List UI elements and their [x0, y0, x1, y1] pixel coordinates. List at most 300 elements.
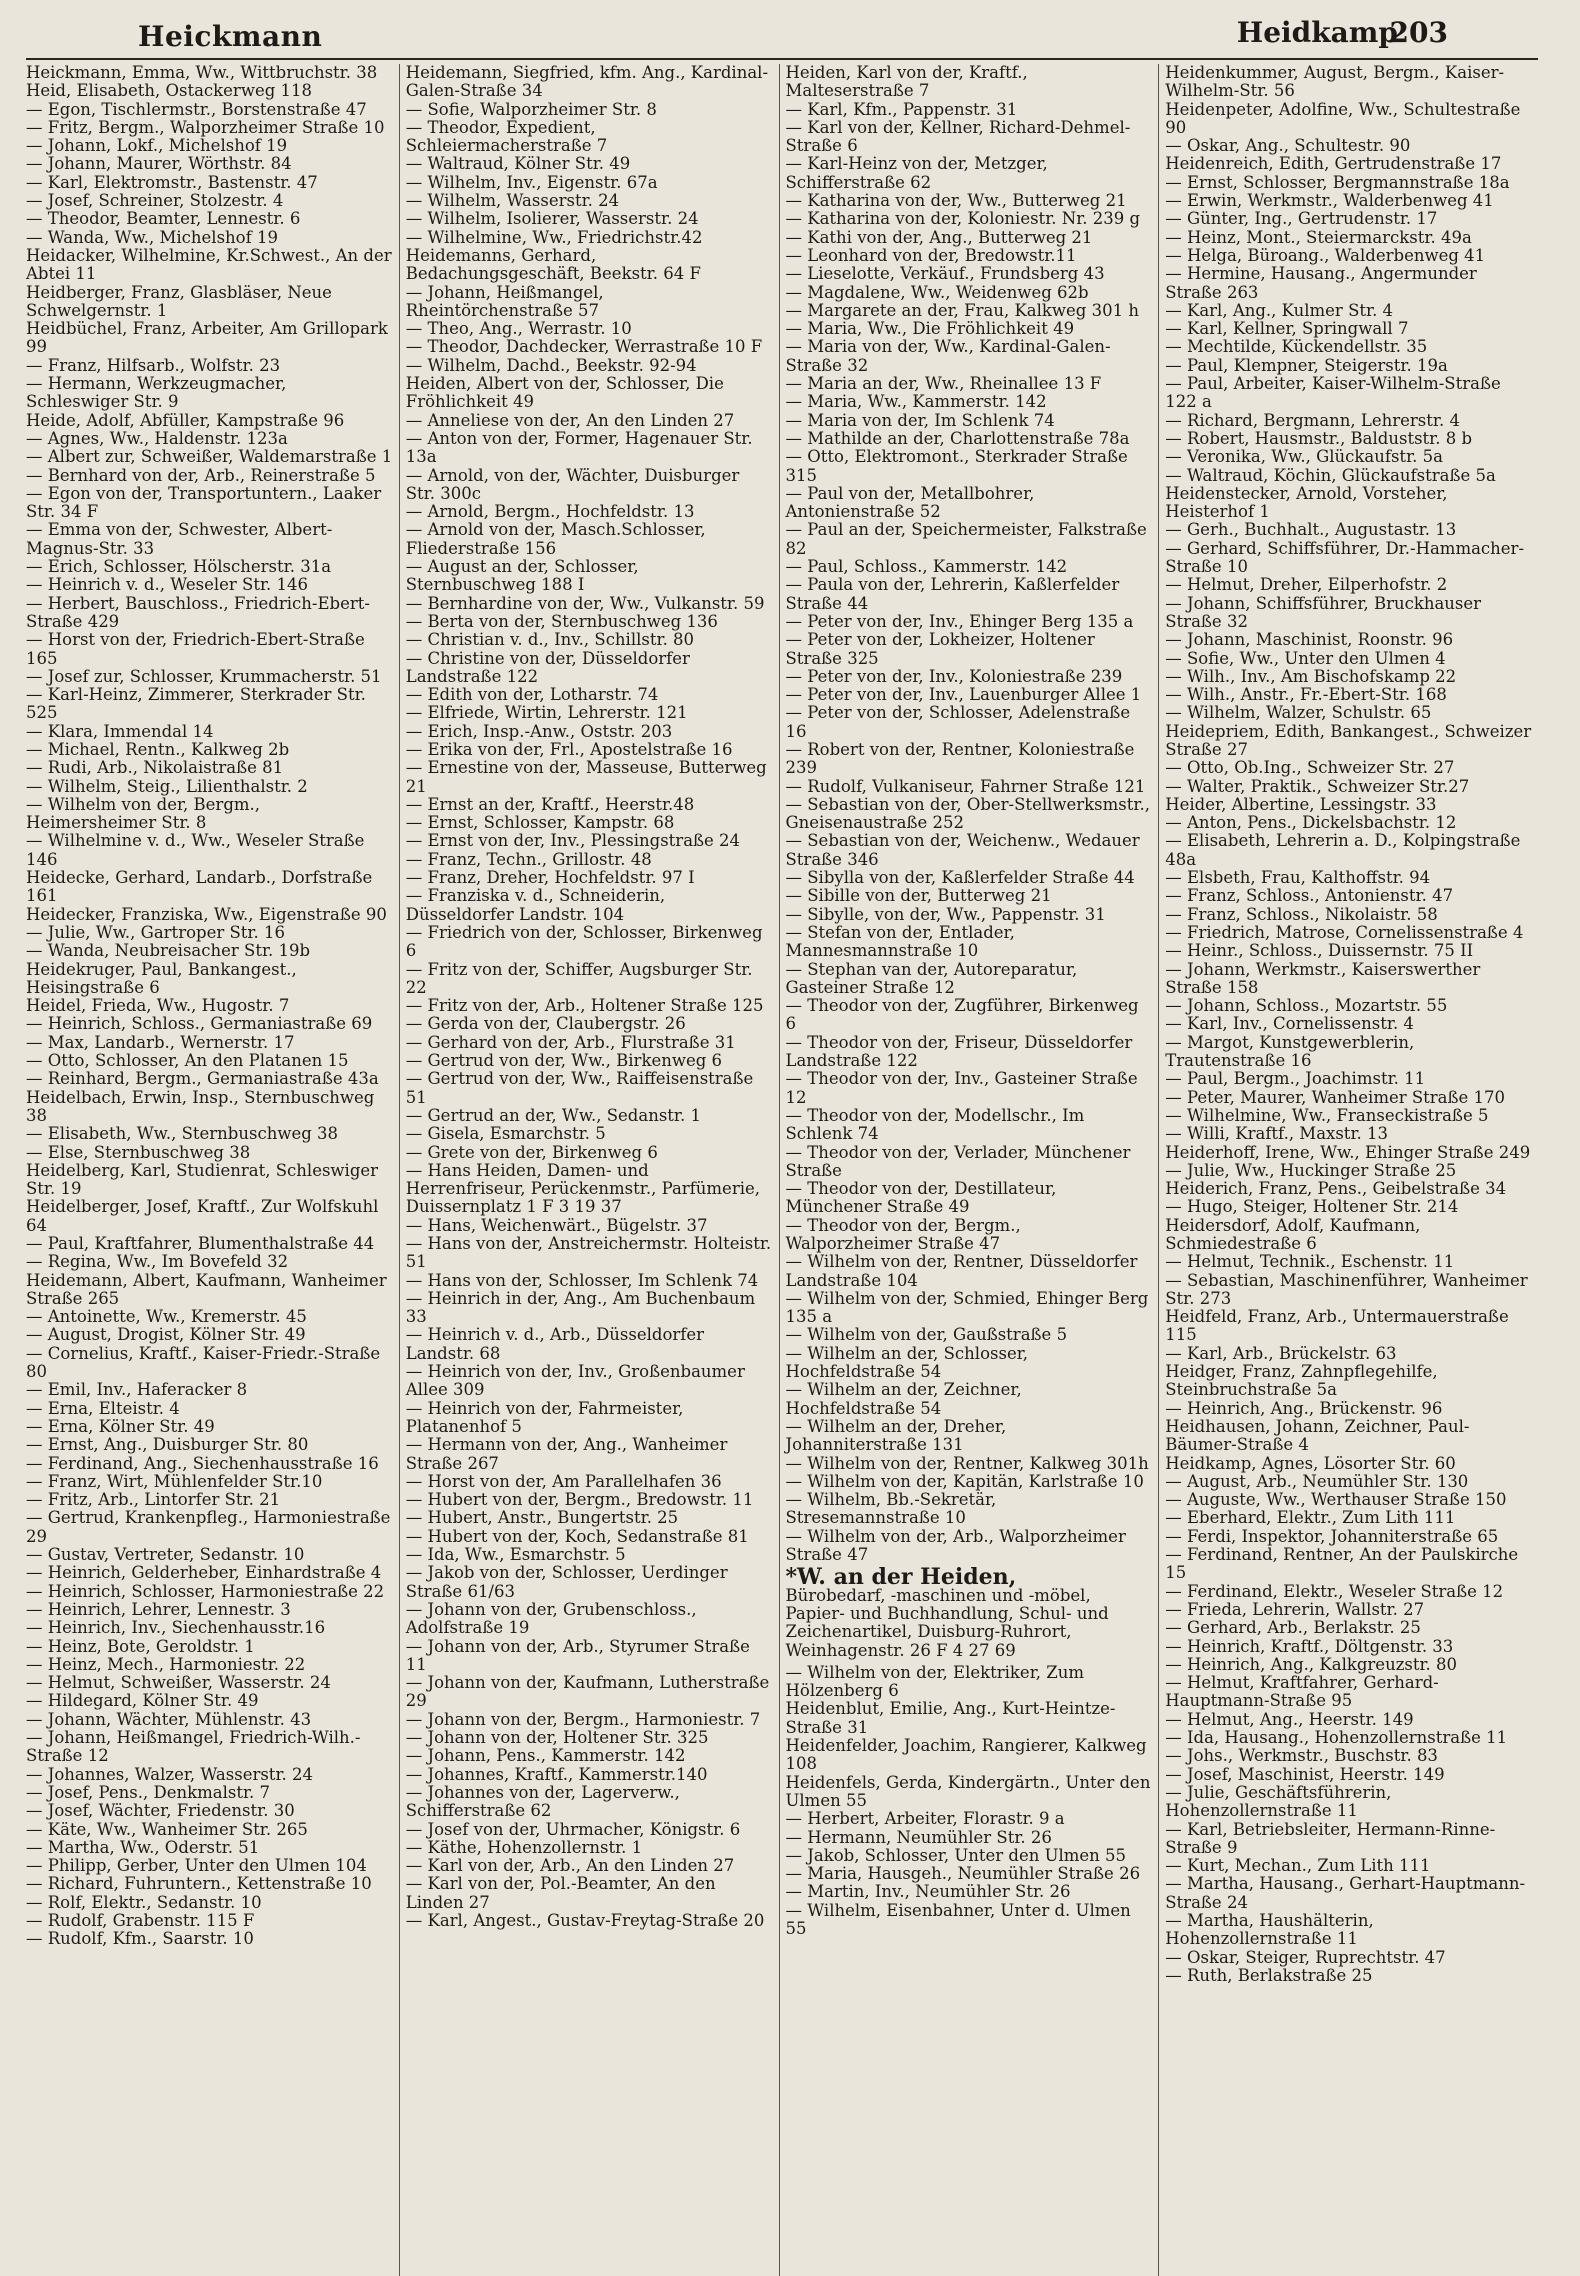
directory-entry: — Erich, Schlosser, Hölscherstr. 31a [26, 557, 332, 577]
directory-entry: — Paul, Bergm., Joachimstr. 11 [1165, 1069, 1426, 1089]
directory-entry: — Gerh., Buchhalt., Augustastr. 13 [1165, 520, 1457, 540]
directory-entry: — Erna, Elteistr. 4 [26, 1398, 180, 1418]
directory-entry: — Hubert von der, Bergm., Bredowstr. 11 [405, 1490, 754, 1510]
directory-entry: — Margarete an der, Frau, Kalkweg 301 h [785, 300, 1139, 320]
directory-entry: — Emma von der, Schwester, Albert-Magnus-Str. 33 [26, 520, 333, 558]
directory-entry: — Arnold, Bergm., Hochfeldstr. 13 [405, 502, 695, 522]
directory-entry: — Sofie, Walporzheimer Str. 8 [405, 99, 657, 119]
directory-entry: — Fritz, Arb., Lintorfer Str. 21 [26, 1490, 281, 1510]
directory-entry: — Julie, Geschäftsführerin, Hohenzollernstraße 11 [1165, 1782, 1392, 1821]
directory-entry: — Hubert von der, Koch, Sedanstraße 81 [405, 1526, 749, 1546]
directory-entry: — Anton, Pens., Dickelsbachstr. 12 [1165, 813, 1457, 833]
directory-entry: — Wilhelm von der, Rentner, Kalkweg 301h [785, 1453, 1149, 1473]
directory-entry: — Josef zur, Schlosser, Krummacherstr. 51 [26, 666, 382, 686]
directory-entry: — Wilhelmine, Ww., Franseckistraße 5 [1165, 1105, 1489, 1125]
directory-entry: — Johann, Lokf., Michelshof 19 [26, 136, 288, 156]
directory-entry: — Johann, Werkmstr., Kaiserswerther Straße 158 [1165, 959, 1481, 997]
directory-entry: — Otto, Ob.Ing., Schweizer Str. 27 [1165, 758, 1455, 778]
directory-entry: — Auguste, Ww., Werthauser Straße 150 [1165, 1490, 1507, 1510]
directory-entry: — Magdalene, Ww., Weidenweg 62b [785, 282, 1089, 302]
directory-entry: — Wilh., Anstr., Fr.-Ebert-Str. 168 [1165, 685, 1447, 705]
directory-entry: — Michael, Rentn., Kalkweg 2b [26, 739, 290, 759]
directory-entry: — Albert zur, Schweißer, Waldemarstraße 1 [26, 447, 393, 467]
directory-entry: — Johann, Pens., Kammerstr. 142 [405, 1746, 686, 1766]
directory-entry: — Paul, Kraftfahrer, Blumenthalstraße 44 [26, 1234, 375, 1253]
directory-entry: — Veronika, Ww., Glückaufstr. 5a [1165, 447, 1443, 467]
directory-entry: — Theodor von der, Modellschr., Im Schlenk 74 [785, 1105, 1085, 1144]
directory-entry: — Arnold von der, Masch.Schlosser, Fliederstraße 156 [405, 520, 706, 558]
directory-entry: — Franz, Schloss., Antonienstr. 47 [1165, 886, 1454, 906]
directory-entry: — Ida, Ww., Esmarchstr. 5 [405, 1545, 626, 1565]
directory-entry: — Karl-Heinz, Zimmerer, Sterkrader Str. 525 [26, 685, 366, 723]
directory-entry: — Stephan van der, Autoreparatur, Gasteiner Straße 12 [785, 959, 1078, 997]
directory-entry: — Mathilde an der, Charlottenstraße 78a [785, 428, 1130, 448]
directory-entry: — Wilhelm von der, Bergm., Heimersheimer Str. 8 [26, 794, 261, 833]
directory-entry: — Else, Sternbuschweg 38 [26, 1142, 251, 1162]
directory-entry: — Oskar, Ang., Schultestr. 90 [1165, 136, 1411, 156]
directory-entry: — Heinrich, Schloss., Germaniastraße 69 [26, 1014, 373, 1034]
advertisement-name: *W. an der Heiden, [785, 1564, 1017, 1591]
directory-entry: — Johann, Heißmangel, Rheintörchenstraße 57 [405, 282, 604, 320]
directory-entry: — Mechtilde, Kückendellstr. 35 [1165, 337, 1428, 357]
directory-entry: — Otto, Schlosser, An den Platanen 15 [26, 1051, 349, 1071]
directory-entry: — Heinrich, Inv., Siechenhausstr.16 [26, 1618, 326, 1638]
directory-entry: — Fritz von der, Schiffer, Augsburger Str. 22 [405, 959, 753, 997]
directory-entry: — Maria, Hausgeh., Neumühler Straße 26 [785, 1864, 1141, 1884]
directory-entry: — Katharina von der, Ww., Butterweg 21 [785, 191, 1127, 211]
directory-entry: — Herbert, Bauschloss., Friedrich-Ebert-Straße 429 [26, 593, 370, 631]
directory-entry: — Hans, Weichenwärt., Bügelstr. 37 [405, 1215, 708, 1235]
directory-entry: Heidenstecker, Arnold, Vorsteher, Heisterhof 1 [1165, 483, 1448, 522]
directory-entry: — Maria von der, Im Schlenk 74 [785, 410, 1055, 430]
directory-entry: — Stefan von der, Entlader, Mannesmannstraße 10 [785, 922, 1015, 961]
directory-entry: — Paul von der, Metallbohrer, Antonienstraße 52 [785, 483, 1035, 522]
directory-entry: — Johann, Schiffsführer, Bruckhauser Straße 32 [1165, 593, 1482, 631]
directory-entry: — Horst von der, Am Parallelhafen 36 [405, 1471, 722, 1491]
directory-entry: — Wilhelmine v. d., Ww., Weseler Straße 146 [26, 831, 365, 869]
directory-entry: — Wanda, Ww., Michelshof 19 [26, 227, 278, 247]
directory-entry: — Josef, Maschinist, Heerstr. 149 [1165, 1764, 1445, 1784]
directory-entry: — Theodor von der, Destillateur, Münchener Straße 49 [785, 1179, 1057, 1217]
directory-entry: — Wilhelm an der, Dreher, Johanniterstraße 131 [785, 1416, 1007, 1455]
directory-entry: — Karl, Kfm., Pappenstr. 31 [785, 99, 1018, 119]
directory-entry: — Paul, Schloss., Kammerstr. 142 [785, 557, 1068, 577]
directory-entry: — Robert, Hausmstr., Balduststr. 8 b [1165, 428, 1473, 448]
directory-entry: Heidenkummer, August, Bergm., Kaiser-Wilhelm-Str. 56 [1165, 64, 1505, 101]
directory-entry: — Erwin, Werkmstr., Walderbenweg 41 [1165, 191, 1494, 211]
directory-entry: Heidepriem, Edith, Bankangest., Schweizer Straße 27 [1165, 721, 1532, 759]
directory-entry: — Gerhard, Schiffsführer, Dr.-Hammacher-Straße 10 [1165, 538, 1525, 577]
columns [26, 64, 1538, 2276]
directory-entry: — Käte, Ww., Wanheimer Str. 265 [26, 1819, 308, 1839]
directory-entry: — Wilhelm, Inv., Eigenstr. 67a [405, 172, 658, 192]
directory-entry: — Hugo, Steiger, Holtener Str. 214 [1165, 1197, 1459, 1217]
directory-entry: — Hans von der, Anstreichermstr. Holteistr. 51 [405, 1234, 772, 1272]
directory-entry: — Johannes, Kraftf., Kammerstr.140 [405, 1764, 708, 1784]
directory-entry: — Heinrich, Ang., Brückenstr. 96 [1165, 1398, 1443, 1418]
directory-entry: — August, Drogist, Kölner Str. 49 [26, 1325, 306, 1345]
directory-entry: Heider, Albertine, Lessingstr. 33 [1165, 794, 1437, 814]
directory-entry: — Hildegard, Kölner Str. 49 [26, 1691, 259, 1711]
directory-entry: Heiden, Albert von der, Schlosser, Die Fröhlichkeit 49 [405, 374, 724, 412]
directory-entry: — Rudolf, Kfm., Saarstr. 10 [26, 1929, 254, 1949]
directory-entry: — Ida, Hausang., Hohenzollernstraße 11 [1165, 1728, 1508, 1748]
directory-entry: — Wilhelmine, Ww., Friedrichstr.42 [405, 227, 703, 247]
directory-entry: — Gerhard, Arb., Berlakstr. 25 [1165, 1618, 1421, 1638]
directory-entry: — Ernst, Schlosser, Kampstr. 68 [405, 813, 675, 833]
directory-entry: — Erika von der, Frl., Apostelstraße 16 [405, 739, 733, 759]
directory-entry: — Fritz von der, Arb., Holtener Straße 125 [405, 996, 764, 1016]
directory-entry: — Sibylla von der, Kaßlerfelder Straße 44 [785, 868, 1135, 888]
directory-entry: — Egon von der, Transportuntern., Laaker Str. 34 F [26, 483, 382, 522]
directory-entry: — Theodor von der, Bergm., Walporzheimer Straße 47 [785, 1215, 1021, 1253]
directory-entry: — Frieda, Lehrerin, Wallstr. 27 [1165, 1599, 1425, 1619]
directory-entry: — Wilhelm von der, Schmied, Ehinger Berg 135 a [785, 1288, 1149, 1327]
directory-entry: — Helmut, Technik., Eschenstr. 11 [1165, 1252, 1455, 1272]
directory-entry: — Edith von der, Lotharstr. 74 [405, 685, 659, 705]
directory-entry: — Willi, Kraftf., Maxstr. 13 [1165, 1124, 1388, 1144]
directory-entry: Heid, Elisabeth, Ostackerweg 118 [26, 81, 313, 101]
directory-entry: — Antoinette, Ww., Kremerstr. 45 [26, 1307, 307, 1327]
directory-entry: — Sebastian, Maschinenführer, Wanheimer Str. 273 [1165, 1270, 1528, 1308]
directory-entry: — Wilhelm, Walzer, Schulstr. 65 [1165, 703, 1432, 723]
directory-entry: — Bernhardine von der, Ww., Vulkanstr. 59 [405, 593, 765, 613]
directory-entry: — Karl von der, Kellner, Richard-Dehmel-Straße 6 [785, 117, 1131, 156]
column-2 [400, 64, 780, 2276]
directory-entry: — Gertrud von der, Ww., Birkenweg 6 [405, 1051, 723, 1071]
directory-entry: — Richard, Bergmann, Lehrerstr. 4 [1165, 410, 1460, 430]
directory-entry: — Christine von der, Düsseldorfer Landstraße 122 [405, 648, 690, 686]
directory-entry: — Gerhard von der, Arb., Flurstraße 31 [405, 1032, 736, 1052]
directory-entry: — Heinrich, Lehrer, Lennestr. 3 [26, 1599, 291, 1619]
directory-entry: — Eberhard, Elektr., Zum Lith 111 [1165, 1508, 1456, 1528]
directory-entry: — Cornelius, Kraftf., Kaiser-Friedr.-Straße 80 [26, 1343, 381, 1382]
directory-entry: — Friedrich von der, Schlosser, Birkenweg 6 [405, 922, 763, 961]
directory-entry: — Elisabeth, Ww., Sternbuschweg 38 [26, 1124, 339, 1144]
directory-entry: — Franz, Hilfsarb., Wolfstr. 23 [26, 355, 281, 375]
directory-entry: — Paul, Klempner, Steigerstr. 19a [1165, 355, 1448, 375]
directory-entry: — Margot, Kunstgewerblerin, Trautenstraße 16 [1165, 1032, 1415, 1071]
directory-entry: — Franz, Wirt, Mühlenfelder Str.10 [26, 1471, 323, 1491]
directory-entry: — Gustav, Vertreter, Sedanstr. 10 [26, 1545, 305, 1565]
directory-entry: — Richard, Fuhruntern., Kettenstraße 10 [26, 1874, 372, 1894]
directory-entry: Heidberger, Franz, Glasbläser, Neue Schwelgernstr. 1 [26, 282, 332, 320]
directory-entry: — Karl, Angest., Gustav-Freytag-Straße 20 [405, 1910, 765, 1930]
directory-entry: — Bernhard von der, Arb., Reinerstraße 5 [26, 465, 376, 485]
directory-entry: — Robert von der, Rentner, Koloniestraße 239 [785, 739, 1135, 778]
directory-entry: Heiderhoff, Irene, Ww., Ehinger Straße 249 [1165, 1142, 1531, 1162]
directory-entry: — Helmut, Kraftfahrer, Gerhard-Hauptmann-Straße 95 [1165, 1673, 1439, 1711]
directory-entry: — Heinrich v. d., Arb., Düsseldorfer Landstr. 68 [405, 1325, 705, 1363]
directory-entry: — Johs., Werkmstr., Buschstr. 83 [1165, 1746, 1438, 1766]
directory-entry: — Martin, Inv., Neumühler Str. 26 [785, 1882, 1071, 1902]
directory-entry: — Peter von der, Inv., Ehinger Berg 135 a [785, 611, 1134, 631]
directory-entry: — Anneliese von der, An den Linden 27 [405, 410, 735, 430]
directory-entry: Heidbüchel, Franz, Arbeiter, Am Grillopark 99 [26, 319, 388, 357]
column-4 [1159, 64, 1538, 2276]
directory-entry: — Waltraud, Köchin, Glückaufstraße 5a [1165, 465, 1496, 485]
directory-entry: Heiderich, Franz, Pens., Geibelstraße 34 [1165, 1179, 1507, 1199]
directory-entry: — Wilhelm, Dachd., Beekstr. 92-94 [405, 355, 697, 375]
directory-entry: — Rudi, Arb., Nikolaistraße 81 [26, 758, 284, 778]
directory-entry: — Johannes, Walzer, Wasserstr. 24 [26, 1764, 314, 1784]
directory-entry: — Elisabeth, Lehrerin a. D., Kolpingstraße 48a [1165, 831, 1521, 869]
directory-entry: — Theodor von der, Verlader, Münchener Straße [785, 1142, 1131, 1180]
column-3 [780, 64, 1160, 2276]
directory-entry: Heidenfelder, Joachim, Rangierer, Kalkweg 108 [785, 1736, 1147, 1774]
directory-entry: — Katharina von der, Koloniestr. Nr. 239 g [785, 209, 1141, 229]
directory-entry: — Max, Landarb., Wernerstr. 17 [26, 1032, 295, 1052]
directory-entry: — Ruth, Berlakstraße 25 [1165, 1965, 1373, 1985]
directory-entry: — Peter, Maurer, Wanheimer Straße 170 [1165, 1087, 1506, 1107]
directory-entry: — Philipp, Gerber, Unter den Ulmen 104 [26, 1856, 367, 1876]
directory-entry: — Hans Heiden, Damen- und Herrenfriseur, Perückenmstr., Parfümerie, Duissernplatz 1 F 3 19 37 [405, 1160, 760, 1217]
directory-entry: — Jakob, Schlosser, Unter den Ulmen 55 [785, 1845, 1127, 1865]
directory-entry: Heidelberger, Josef, Kraftf., Zur Wolfskuhl 64 [26, 1197, 379, 1235]
directory-entry: — Ferdinand, Rentner, An der Paulskirche 15 [1165, 1545, 1519, 1583]
directory-entry: Heidecke, Gerhard, Landarb., Dorfstraße 161 [26, 868, 373, 906]
directory-entry: — Paul, Arbeiter, Kaiser-Wilhelm-Straße 122 a [1165, 374, 1501, 412]
directory-entry: Heidemann, Siegfried, kfm. Ang., Kardinal-Galen-Straße 34 [405, 64, 769, 101]
directory-entry: — Wilhelm, Bb.-Sekretär, Stresemannstraße 10 [785, 1490, 997, 1528]
directory-entry: — Ernst von der, Inv., Plessingstraße 24 [405, 831, 741, 851]
directory-entry: — Heinrich, Gelderheber, Einhardstraße 4 [26, 1563, 382, 1583]
directory-entry: Heidecker, Franziska, Ww., Eigenstraße 90 [26, 904, 387, 924]
header-rule [26, 58, 1538, 60]
directory-entry: Heidenblut, Emilie, Ang., Kurt-Heintze-Straße 31 [785, 1699, 1116, 1737]
directory-entry: — Leonhard von der, Bredowstr.11 [785, 245, 1077, 265]
directory-entry: Heidfeld, Franz, Arb., Untermauerstraße 115 [1165, 1307, 1509, 1345]
directory-entry: — Maria von der, Ww., Kardinal-Galen-Straße 32 [785, 337, 1111, 375]
directory-entry: — Johann, Schloss., Mozartstr. 55 [1165, 996, 1448, 1016]
header-left-keyword: Heickmann [138, 20, 323, 53]
business-advertisement [785, 1564, 1153, 1660]
directory-entry: — Heinrich, Ang., Kalkgreuzstr. 80 [1165, 1654, 1458, 1674]
directory-entry: — Heinrich in der, Ang., Am Buchenbaum 33 [405, 1288, 756, 1327]
directory-entry: — Karl, Kellner, Springwall 7 [1165, 319, 1409, 339]
directory-entry: Heidemann, Albert, Kaufmann, Wanheimer Straße 265 [26, 1270, 387, 1308]
directory-entry: — Karl, Elektromstr., Bastenstr. 47 [26, 172, 318, 192]
directory-entry: — Franziska v. d., Schneiderin, Düsseldorfer Landstr. 104 [405, 886, 666, 924]
directory-entry: — Grete von der, Birkenweg 6 [405, 1142, 658, 1162]
directory-entry: — Kurt, Mechan., Zum Lith 111 [1165, 1856, 1431, 1876]
directory-entry: — Theodor, Dachdecker, Werrastraße 10 F [405, 337, 763, 357]
directory-entry: — Wilhelm von der, Rentner, Düsseldorfer Landstraße 104 [785, 1252, 1138, 1290]
directory-entry: — Christian v. d., Inv., Schillstr. 80 [405, 630, 695, 650]
directory-entry: — Karl, Ang., Kulmer Str. 4 [1165, 300, 1394, 320]
directory-entry: — Peter von der, Schlosser, Adelenstraße 16 [785, 703, 1131, 741]
directory-entry: — Wanda, Neubreisacher Str. 19b [26, 941, 311, 961]
directory-entry: Heidger, Franz, Zahnpflegehilfe, Steinbruchstraße 5a [1165, 1362, 1438, 1400]
directory-entry: — Johann von der, Holtener Str. 325 [405, 1728, 709, 1748]
directory-entry: — Käthe, Hohenzollernstr. 1 [405, 1837, 643, 1857]
directory-entry: — Helmut, Ang., Heerstr. 149 [1165, 1709, 1414, 1729]
directory-entry: — Sofie, Ww., Unter den Ulmen 4 [1165, 648, 1446, 668]
directory-entry: — Josef, Pens., Denkmalstr. 7 [26, 1782, 271, 1802]
directory-entry: — Heinrich, Kraftf., Döltgenstr. 33 [1165, 1636, 1454, 1656]
directory-entry: Heidelberg, Karl, Studienrat, Schleswiger Str. 19 [26, 1160, 379, 1199]
directory-entry: — Johann von der, Bergm., Harmoniestr. 7 [405, 1709, 761, 1729]
directory-entry: — Peter von der, Lokheizer, Holtener Straße 325 [785, 630, 1095, 668]
column-1 [26, 64, 400, 2276]
directory-entry: — Maria an der, Ww., Rheinallee 13 F [785, 374, 1102, 394]
directory-entry: Heiden, Karl von der, Kraftf., Malteserstraße 7 [785, 64, 1028, 101]
directory-entry: Heidenreich, Edith, Gertrudenstraße 17 [1165, 154, 1502, 174]
directory-entry: — Hermann, Werkzeugmacher, Schleswiger Str. 9 [26, 374, 287, 412]
directory-entry: — Theodor von der, Zugführer, Birkenweg 6 [785, 996, 1139, 1034]
directory-entry: — Wilhelm von der, Gaußstraße 5 [785, 1325, 1068, 1345]
directory-entry: — Maria, Ww., Die Fröhlichkeit 49 [785, 319, 1075, 339]
page-header [26, 12, 1538, 58]
directory-entry: — Erna, Kölner Str. 49 [26, 1416, 215, 1436]
directory-entry: — Wilh., Inv., Am Bischofskamp 22 [1165, 666, 1457, 686]
directory-entry: — Josef, Schreiner, Stolzestr. 4 [26, 191, 284, 211]
directory-entry: — Regina, Ww., Im Bovefeld 32 [26, 1252, 289, 1272]
directory-entry: — Theodor von der, Inv., Gasteiner Straße 12 [785, 1069, 1138, 1107]
directory-entry: Heidacker, Wilhelmine, Kr.Schwest., An der Abtei 11 [26, 245, 392, 284]
directory-entry: — Gerda von der, Claubergstr. 26 [405, 1014, 686, 1034]
directory-entry: — Sibylle, von der, Ww., Pappenstr. 31 [785, 904, 1106, 924]
directory-entry: — Heinz, Mech., Harmoniestr. 22 [26, 1654, 306, 1674]
advertisement-text: Bürobedarf, -maschinen und -möbel, Papier- und Buchhandlung, Schul- und Zeichenartikel, Duisburg-Ruhrort, Weinhagenstr. 26 F 4 27 69 [785, 1585, 1109, 1660]
directory-entry: — Arnold, von der, Wächter, Duisburger Str. 300c [405, 465, 740, 503]
directory-entry: — Johann, Maurer, Wörthstr. 84 [26, 154, 292, 174]
directory-entry: Heidenfels, Gerda, Kindergärtn., Unter den Ulmen 55 [785, 1772, 1151, 1810]
directory-entry: — Johann, Wächter, Mühlenstr. 43 [26, 1709, 312, 1729]
directory-entry: — Wilhelm von der, Elektriker, Zum Hölzenberg 6 [785, 1662, 1084, 1701]
directory-entry: — Heinrich v. d., Weseler Str. 146 [26, 575, 309, 595]
directory-entry: Heickmann, Emma, Ww., Wittbruchstr. 38 [26, 64, 378, 82]
directory-entry: — Johann von der, Kaufmann, Lutherstraße 29 [405, 1673, 770, 1711]
directory-entry: — Johannes von der, Lagerverw., Schifferstraße 62 [405, 1782, 680, 1821]
directory-entry: — Waltraud, Kölner Str. 49 [405, 154, 631, 174]
directory-entry: — Johann, Heißmangel, Friedrich-Wilh.-Straße 12 [26, 1728, 361, 1766]
directory-entry: — Maria, Ww., Kammerstr. 142 [785, 392, 1047, 412]
directory-entry: — Wilhelm, Isolierer, Wasserstr. 24 [405, 209, 699, 229]
directory-entry: — Berta von der, Sternbuschweg 136 [405, 611, 718, 631]
directory-entry: Heidelbach, Erwin, Insp., Sternbuschweg 38 [26, 1087, 375, 1125]
directory-entry: — Karl, Inv., Cornelissenstr. 4 [1165, 1014, 1414, 1034]
directory-entry: — Wilhelm an der, Zeichner, Hochfeldstraße 54 [785, 1380, 1022, 1418]
directory-entry: — Hermine, Hausang., Angermunder Straße 263 [1165, 264, 1477, 302]
directory-entry: — Ferdi, Inspektor, Johanniterstraße 65 [1165, 1526, 1499, 1546]
directory-entry: — Fritz, Bergm., Walporzheimer Straße 10 [26, 117, 385, 137]
directory-entry: — Hermann, Neumühler Str. 26 [785, 1827, 1052, 1847]
directory-entry: — Paul an der, Speichermeister, Falkstraße 82 [785, 520, 1147, 558]
directory-entry: — August an der, Schlosser, Sternbuschweg 188 I [405, 557, 639, 595]
directory-entry: — Josef, Wächter, Friedenstr. 30 [26, 1801, 295, 1821]
directory-entry: — Horst von der, Friedrich-Ebert-Straße 165 [26, 630, 365, 668]
directory-entry: — Johann, Maschinist, Roonstr. 96 [1165, 630, 1454, 650]
directory-entry: Heidenpeter, Adolfine, Ww., Schultestraße 90 [1165, 99, 1521, 137]
directory-entry: — Gisela, Esmarchstr. 5 [405, 1124, 606, 1144]
directory-entry: — Heinrich, Schlosser, Harmoniestraße 22 [26, 1581, 385, 1601]
directory-entry: Heidhausen, Johann, Zeichner, Paul-Bäumer-Straße 4 [1165, 1416, 1470, 1455]
directory-entry: — Helmut, Schweißer, Wasserstr. 24 [26, 1673, 331, 1693]
directory-entry: Heidersdorf, Adolf, Kaufmann, Schmiedestraße 6 [1165, 1215, 1421, 1253]
directory-entry: — Heinz, Mont., Steiermarckstr. 49a [1165, 227, 1472, 247]
directory-entry: — Elfriede, Wirtin, Lehrerstr. 121 [405, 703, 688, 723]
directory-entry: — Peter von der, Inv., Koloniestraße 239 [785, 666, 1123, 686]
directory-entry: — Rudolf, Vulkaniseur, Fahrner Straße 121 [785, 776, 1146, 796]
directory-entry: — Karl von der, Arb., An den Linden 27 [405, 1856, 735, 1876]
directory-entry: — Gertrud, Krankenpfleg., Harmoniestraße 29 [26, 1508, 391, 1546]
directory-entry: Heidel, Frieda, Ww., Hugostr. 7 [26, 996, 290, 1016]
directory-entry: — Oskar, Steiger, Ruprechtstr. 47 [1165, 1947, 1446, 1967]
directory-entry: — Gertrud an der, Ww., Sedanstr. 1 [405, 1105, 701, 1125]
directory-entry: — Rolf, Elektr., Sedanstr. 10 [26, 1892, 262, 1912]
directory-entry: — Martha, Haushälterin, Hohenzollernstraße 11 [1165, 1910, 1374, 1949]
directory-entry: — Helmut, Dreher, Eilperhofstr. 2 [1165, 575, 1448, 595]
directory-entry: — Friedrich, Matrose, Cornelissenstraße 4 [1165, 922, 1524, 942]
directory-entry: — Hermann von der, Ang., Wanheimer Straße 267 [405, 1435, 728, 1473]
directory-entry: — Theodor von der, Friseur, Düsseldorfer Landstraße 122 [785, 1032, 1133, 1071]
directory-entry: — Kathi von der, Ang., Butterweg 21 [785, 227, 1093, 247]
directory-entry: — Julie, Ww., Gartroper Str. 16 [26, 922, 285, 942]
directory-entry: — Agnes, Ww., Haldenstr. 123a [26, 428, 288, 448]
directory-entry: — Ernst an der, Kraftf., Heerstr.48 [405, 794, 695, 814]
directory-entry: — Ernst, Schlosser, Bergmannstraße 18a [1165, 172, 1510, 192]
directory-entry: — Martha, Hausang., Gerhart-Hauptmann-Straße 24 [1165, 1874, 1526, 1912]
directory-entry: — Theodor, Beamter, Lennestr. 6 [26, 209, 301, 229]
directory-entry: — Karl-Heinz von der, Metzger, Schifferstraße 62 [785, 154, 1048, 192]
directory-entry: — Josef von der, Uhrmacher, Königstr. 6 [405, 1819, 741, 1839]
directory-entry: — Wilhelm, Wasserstr. 24 [405, 191, 620, 211]
directory-entry: — Franz, Dreher, Hochfeldstr. 97 I [405, 868, 695, 888]
directory-entry: — Wilhelm an der, Schlosser, Hochfeldstraße 54 [785, 1343, 1029, 1382]
directory-entry: — Ferdinand, Ang., Siechenhausstraße 16 [26, 1453, 379, 1473]
directory-entry: — Ferdinand, Elektr., Weseler Straße 12 [1165, 1581, 1504, 1601]
directory-entry: — Wilhelm, Eisenbahner, Unter d. Ulmen 55 [785, 1900, 1131, 1938]
directory-entry: — Günter, Ing., Gertrudenstr. 17 [1165, 209, 1438, 229]
directory-entry: — Sebastian von der, Weichenw., Wedauer Straße 346 [785, 831, 1140, 869]
directory-entry: — Jakob von der, Schlosser, Uerdinger Straße 61/63 [405, 1563, 728, 1601]
directory-entry: — Johann von der, Arb., Styrumer Straße 11 [405, 1636, 750, 1674]
directory-entry: — Anton von der, Former, Hagenauer Str. 13a [405, 428, 753, 467]
directory-entry: — Karl, Betriebsleiter, Hermann-Rinne-Straße 9 [1165, 1819, 1496, 1857]
directory-entry: — Reinhard, Bergm., Germaniastraße 43a [26, 1069, 379, 1089]
directory-entry: Heidemanns, Gerhard, Bedachungsgeschäft, Beekstr. 64 F [405, 245, 701, 284]
directory-entry: — Rudolf, Grabenstr. 115 F [26, 1910, 255, 1930]
directory-entry: — Lieselotte, Verkäuf., Frundsberg 43 [785, 264, 1105, 284]
directory-entry: — Otto, Elektromont., Sterkrader Straße 315 [785, 447, 1128, 485]
directory-entry: — Julie, Ww., Huckinger Straße 25 [1165, 1160, 1457, 1180]
directory-entry: — August, Arb., Neumühler Str. 130 [1165, 1471, 1469, 1491]
directory-entry: — Johann von der, Grubenschloss., Adolfstraße 19 [405, 1599, 697, 1638]
directory-entry: — Herbert, Arbeiter, Florastr. 9 a [785, 1809, 1065, 1829]
directory-entry: Heidkamp, Agnes, Lösorter Str. 60 [1165, 1453, 1456, 1473]
directory-entry: Heide, Adolf, Abfüller, Kampstraße 96 [26, 410, 345, 430]
page-number: 203 [1389, 16, 1448, 49]
directory-entry: — Franz, Schloss., Nikolaistr. 58 [1165, 904, 1438, 924]
directory-entry: — Heinrich von der, Fahrmeister, Platanenhof 5 [405, 1398, 684, 1436]
directory-entry: — Sebastian von der, Ober-Stellwerksmstr., Gneisenaustraße 252 [785, 794, 1150, 833]
directory-entry: — Peter von der, Inv., Lauenburger Allee 1 [785, 685, 1142, 705]
directory-entry: — Klara, Immendal 14 [26, 721, 214, 741]
directory-entry: Heidekruger, Paul, Bankangest., Heisingstraße 6 [26, 959, 297, 997]
directory-entry: — Franz, Techn., Grillostr. 48 [405, 849, 652, 869]
directory-entry: — Wilhelm, Steig., Lilienthalstr. 2 [26, 776, 308, 796]
directory-entry: — Theo, Ang., Werrastr. 10 [405, 319, 632, 339]
directory-entry: — Sibille von der, Butterweg 21 [785, 886, 1052, 906]
directory-entry: — Heinz, Bote, Geroldstr. 1 [26, 1636, 255, 1656]
header-right-keyword: Heidkamp [1236, 16, 1398, 49]
directory-entry: — Hubert, Anstr., Bungertstr. 25 [405, 1508, 679, 1528]
directory-entry: — Heinr., Schloss., Duissernstr. 75 II [1165, 941, 1474, 961]
directory-entry: — Erich, Insp.-Anw., Oststr. 203 [405, 721, 673, 741]
directory-entry: — Emil, Inv., Haferacker 8 [26, 1380, 248, 1400]
directory-entry: — Martha, Ww., Oderstr. 51 [26, 1837, 260, 1857]
